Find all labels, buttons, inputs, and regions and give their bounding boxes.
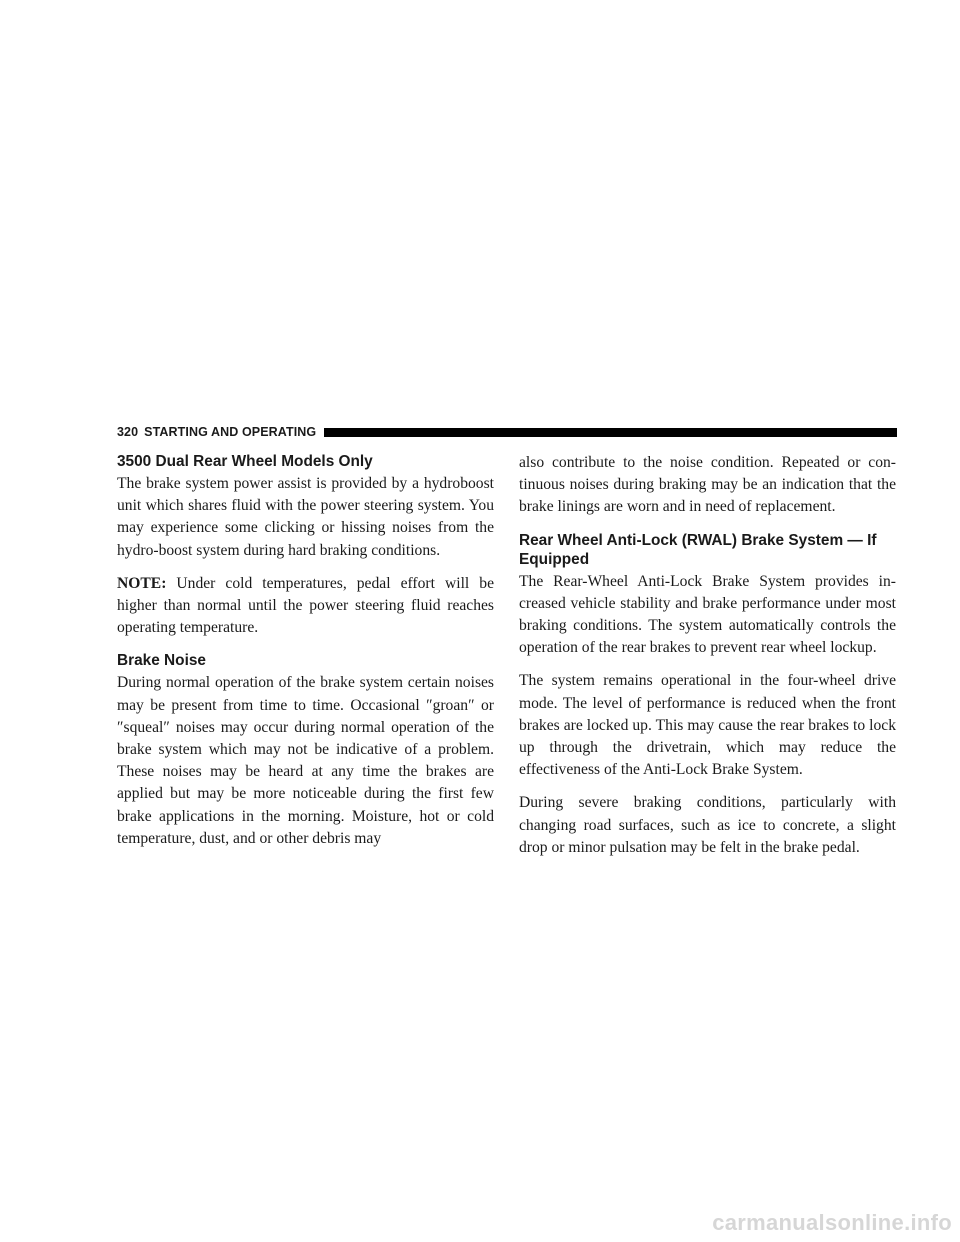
watermark-logo: carmanualsonline.info: [712, 1210, 952, 1235]
section-title: STARTING AND OPERATING: [144, 425, 317, 439]
paragraph-four-wheel-drive: The system remains operational in the four-wheel drive mode. The level of performance is reduced when the front brakes are locked up. This may cause the rear brakes to lock up through the drivetrain, which may reduce the effectiveness of the Anti-Lock Brake System.: [519, 672, 896, 779]
paragraph-hydro-boost: The brake system power assist is provided by a hydroboost unit which shares fluid with the power steering system. You may experience some clicking or hissing noises from the hydro-boost system during hard braking conditions.: [117, 475, 494, 559]
heading-brake-noise: Brake Noise: [117, 652, 206, 670]
note-paragraph: [117, 573, 494, 640]
paragraph-severe-braking: During severe braking conditions, particularly with changing road surfaces, such as ice to concrete, a slight drop or minor pulsation may be felt in the brake pedal.: [519, 794, 896, 856]
paragraph-rwal-intro: The Rear-Wheel Anti-Lock Brake System provides increased vehicle stability and brake performance under most braking conditions. The system automatically controls the operation of the rear brakes to prevent rear wheel lockup.: [519, 572, 896, 657]
note-text: Under cold temperatures, pedal effort will be higher than normal until the power steering fluid reaches operating temperature.: [117, 574, 494, 637]
right-column: [519, 452, 896, 870]
heading-dual-rear-wheel: 3500 Dual Rear Wheel Models Only: [117, 453, 373, 470]
page-number: 320: [117, 425, 139, 439]
paragraph-brake-noise: During normal operation of the brake system certain noises may be present from time to time. Occasional ″groan″ or ″squeal″ noises may occur during normal operation of the brake system which may not be indicative of a problem. These noises may be heard at any time the brakes are applied but may be more noticeable during the first few brake applications in the morning. Moisture, hot or cold temperature, dust, and or other debris may: [117, 674, 494, 847]
page-header: [117, 423, 897, 441]
header-rule: [324, 428, 897, 437]
paragraph-brake-noise-continued: also contribute to the noise condition. Repeated or continuous noises during braking may be an indication that the brake linings are worn and in need of replacement.: [519, 454, 896, 516]
note-label: NOTE:: [117, 574, 167, 592]
left-column: [117, 452, 494, 861]
heading-rwal: Rear Wheel Anti-Lock (RWAL) Brake System — If Equipped: [519, 531, 877, 568]
